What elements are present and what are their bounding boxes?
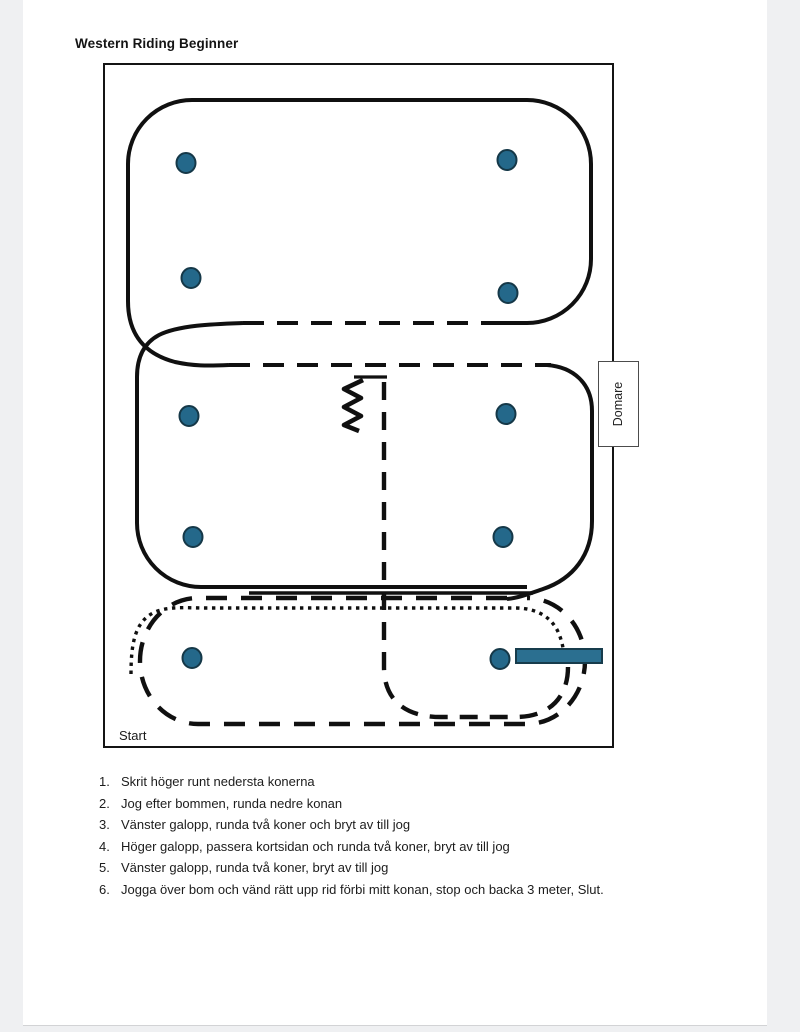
list-item-number: 1. xyxy=(99,774,110,789)
pattern-drawing xyxy=(103,63,614,748)
pole-bom xyxy=(516,649,602,663)
cone xyxy=(494,527,513,547)
list-item-text: Jog efter bommen, runda nedre konan xyxy=(121,795,343,811)
cone xyxy=(183,648,202,668)
list-item-number: 2. xyxy=(99,795,110,811)
judge-label: Domare xyxy=(611,381,626,427)
cone xyxy=(498,150,517,170)
cone xyxy=(182,268,201,288)
center-line-path xyxy=(384,379,568,717)
judge-box xyxy=(598,361,639,447)
cone xyxy=(499,283,518,303)
back-up-zigzag-icon xyxy=(344,380,363,431)
list-item-text: Skrit höger runt nedersta konerna xyxy=(121,774,315,789)
list-item-number: 5. xyxy=(99,860,110,876)
arena-diagram xyxy=(103,63,626,748)
list-item-number: 4. xyxy=(99,838,110,854)
list-item xyxy=(99,814,689,836)
list-item xyxy=(99,771,689,793)
page-title: Western Riding Beginner xyxy=(75,36,239,51)
start-label: Start xyxy=(119,728,147,743)
list-item xyxy=(99,879,689,901)
list-item-text: Jogga över bom och vänd rätt upp rid förbi mitt konan, stop och backa 3 meter, Slut. xyxy=(121,881,604,897)
cone xyxy=(497,404,516,424)
list-item xyxy=(99,857,689,879)
middle-loop-right-path xyxy=(507,365,592,599)
list-item-text: Vänster galopp, runda två koner och bryt av till jog xyxy=(121,817,411,833)
cone xyxy=(177,153,196,173)
instruction-list xyxy=(99,771,689,901)
list-item-number: 3. xyxy=(99,817,110,833)
cone xyxy=(180,406,199,426)
list-item-text: Höger galopp, passera kortsidan och runda två koner, bryt av till jog xyxy=(121,838,510,854)
cone xyxy=(184,527,203,547)
list-item xyxy=(99,793,689,815)
list-item-text: Vänster galopp, runda två koner, bryt av till jog xyxy=(121,860,389,876)
list-item xyxy=(99,836,689,858)
cone xyxy=(491,649,510,669)
list-item-number: 6. xyxy=(99,881,110,897)
